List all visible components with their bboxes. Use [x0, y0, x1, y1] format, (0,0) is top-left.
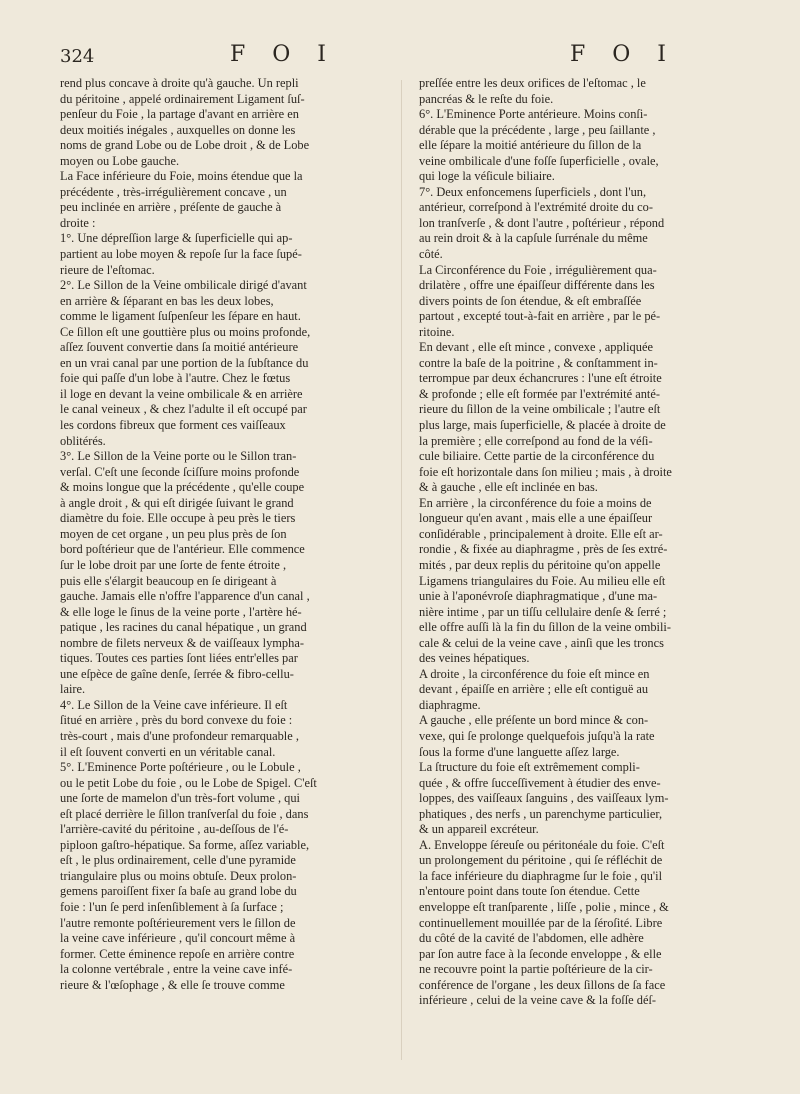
- text-line: patique , les racines du canal hépatique , un grand: [60, 620, 307, 635]
- text-line: du côté de la cavité de l'abdomen, elle adhère: [419, 931, 644, 946]
- text-line: unie à l'aponévroſe diaphragmatique , d'une ma-: [419, 589, 658, 604]
- left-column: [60, 76, 385, 993]
- text-line: cale & celui de la veine cave , ainſi que les troncs: [419, 635, 664, 650]
- text-line: le canal veineux , & chez l'adulte il eſt occupé par: [60, 402, 307, 417]
- text-line: inférieure , celui de la veine cave & la foſſe déſ-: [419, 993, 657, 1008]
- text-line: contre la baſe de la poitrine , & conſtamment in-: [419, 355, 658, 370]
- text-line: penſeur du Foie , la partage d'avant en arrière en: [60, 107, 299, 122]
- text-line: former. Cette éminence repoſe en arrière contre: [60, 946, 295, 961]
- text-line: ſous la forme d'une languette aſſez large.: [419, 744, 620, 759]
- text-line: rend plus concave à droite qu'à gauche. Un repli: [60, 76, 299, 90]
- right-column: [419, 76, 744, 1009]
- text-line: quée , & offre ſucceſſivement à étudier des enve-: [419, 775, 661, 790]
- text-line: diamètre du foie. Elle occupe à peu près le tiers: [60, 511, 296, 526]
- text-line: par ſon autre face à la ſeconde enveloppe , & elle: [419, 946, 662, 961]
- text-line: La Circonférence du Foie , irrégulièrement qua-: [419, 262, 657, 277]
- text-line: laire.: [60, 682, 86, 697]
- text-line: moyen ou Lobe gauche.: [60, 153, 180, 168]
- text-line: foie : l'un ſe perd inſenſiblement à ſa ſurface ;: [60, 899, 284, 914]
- text-line: diaphragme.: [419, 697, 481, 712]
- text-line: un prolongement du péritoine , qui ſe réfléchit de: [419, 853, 663, 868]
- text-line: la face inférieure du diaphragme ſur le foie , qu'il: [419, 868, 663, 883]
- text-line: l'arrière-cavité du péritoine , au-deſſous de l'é-: [60, 822, 289, 837]
- text-line: eſt , le plus ordinairement, celle d'une pyramide: [60, 853, 296, 868]
- text-line: n'entoure point dans toute ſon étendue. Cette: [419, 884, 640, 899]
- text-line: noms de grand Lobe ou de Lobe droit , & de Lobe: [60, 138, 310, 153]
- text-line: conſidérable , principalement à droite. Elle eſt ar-: [419, 526, 663, 541]
- text-line: moyen de cet organe , un peu plus près de ſon: [60, 526, 287, 541]
- text-line: plus large, mais ſuperficielle, & placée à droite de: [419, 418, 666, 433]
- text-line: partout , excepté tout-à-fait en arrière , par le pé-: [419, 309, 661, 324]
- text-line: Ligamens triangulaires du Foie. Au milieu elle eſt: [419, 573, 666, 588]
- text-line: 3°. Le Sillon de la Veine porte ou le Sillon tran-: [60, 449, 297, 464]
- text-line: oblitérés.: [60, 433, 106, 448]
- text-line: divers points de ſon étendue, & eſt embraſſée: [419, 293, 642, 308]
- text-line: eſt placé derrière le ſillon tranſverſal du foie , dans: [60, 806, 309, 821]
- text-line: A droite , la circonférence du foie eſt mince en: [419, 666, 650, 681]
- text-line: 5°. L'Eminence Porte poſtérieure , ou le Lobule ,: [60, 760, 301, 775]
- text-line: continuellement mouillée par de la ſéroſité. Libre: [419, 915, 663, 930]
- text-line: 7°. Deux enfoncemens ſuperficiels , dont l'un,: [419, 184, 647, 199]
- text-line: & moins longue que la précédente , qu'elle coupe: [60, 480, 305, 495]
- text-line: puis elle s'élargit beaucoup en ſe dirigeant à: [60, 573, 277, 588]
- text-line: du péritoine , appelé ordinairement Ligament ſuſ-: [60, 91, 305, 106]
- text-line: En devant , elle eſt mince , convexe , appliquée: [419, 340, 653, 355]
- text-line: ſur le lobe droit par une ſorte de fente étroite ,: [60, 557, 287, 572]
- text-line: ou le petit Lobe du foie , ou le Lobe de Spigel. C'eſt: [60, 775, 317, 790]
- text-line: l'autre remonte poſtérieurement vers le ſillon de: [60, 915, 296, 930]
- text-line: verſal. C'eſt une ſeconde ſciſſure moins profonde: [60, 464, 300, 479]
- text-line: conférence de l'organe , les deux ſillons de ſa face: [419, 977, 666, 992]
- text-line: 4°. Le Sillon de la Veine cave inférieure. Il eſt: [60, 697, 288, 712]
- text-line: des veines hépatiques.: [419, 651, 530, 666]
- text-line: à angle droit , & qui eſt dirigée ſuivant le grand: [60, 495, 294, 510]
- text-line: rieure & l'œſophage , & elle ſe trouve comme: [60, 977, 285, 992]
- text-line: très-court , mais d'une profondeur remarquable ,: [60, 728, 299, 743]
- text-line: ne recouvre point la partie poſtérieure de la cir-: [419, 962, 653, 977]
- text-line: foie qui paſſe d'un lobe à l'autre. Chez le fœtus: [60, 371, 291, 386]
- text-line: & profonde ; elle eſt formée par l'extrémité anté-: [419, 386, 660, 401]
- text-line: deux moitiés inégales , auxquelles on donne les: [60, 122, 296, 137]
- text-line: & un appareil excréteur.: [419, 822, 539, 837]
- text-line: il loge en devant la veine ombilicale & en arrière: [60, 386, 303, 401]
- text-line: A gauche , elle préſente un bord mince & con-: [419, 713, 649, 728]
- text-line: tiques. Toutes ces parties ſont liées entr'elles par: [60, 651, 298, 666]
- text-line: une ſorte de mamelon d'un très-fort volume , qui: [60, 791, 301, 806]
- column-divider: [401, 80, 402, 1060]
- text-line: veine ombilicale d'une foſſe ſuperficielle , ovale,: [419, 153, 659, 168]
- page-number: 324: [60, 46, 95, 67]
- text-line: rieure du ſillon de la veine ombilicale ; l'autre eſt: [419, 402, 661, 417]
- text-line: elle offre auſſi là la fin du ſillon de la veine ombili-: [419, 620, 671, 635]
- text-line: Ce ſillon eſt une gouttière plus ou moins profonde,: [60, 324, 311, 339]
- text-line: pancréas & le reſte du foie.: [419, 91, 554, 106]
- text-line: La ſtructure du foie eſt extrêmement compli-: [419, 760, 640, 775]
- text-line: côté.: [419, 247, 443, 262]
- text-line: & elle loge le ſinus de la veine porte , l'artère hé-: [60, 604, 302, 619]
- text-line: loppes, des vaiſſeaux ſanguins , des vaiſſeaux lym-: [419, 791, 669, 806]
- text-line: partient au lobe moyen & repoſe ſur la face ſupé-: [60, 247, 302, 262]
- text-line: & à gauche , elle eſt inclinée en bas.: [419, 480, 598, 495]
- text-line: mités , par deux replis du péritoine qu'on appelle: [419, 557, 661, 572]
- text-line: gemens paroiſſent fixer ſa baſe au grand lobe du: [60, 884, 297, 899]
- text-line: les cordons fibreux que forment ces vaiſſeaux: [60, 418, 286, 433]
- text-line: bord poſtérieur que de l'antérieur. Elle commence: [60, 542, 305, 557]
- text-line: drilatère , offre une épaiſſeur différente dans les: [419, 278, 655, 293]
- text-line: 6°. L'Eminence Porte antérieure. Moins conſi-: [419, 107, 648, 122]
- text-line: il eſt ſouvent converti en un véritable canal.: [60, 744, 276, 759]
- running-head-right: F O I: [570, 42, 676, 67]
- text-line: En arrière , la circonférence du foie a moins de: [419, 495, 652, 510]
- text-line: foie eſt horizontale dans ſon milieu ; mais , à droite: [419, 464, 672, 479]
- text-line: enveloppe eſt tranſparente , liſſe , polie , mince , &: [419, 899, 669, 914]
- text-line: lon tranſverſe , & dont l'autre , poſtérieur , répond: [419, 215, 665, 230]
- text-line: piploon gaſtro-hépatique. Sa forme, aſſez variable,: [60, 837, 310, 852]
- text-line: peu inclinée en arrière , préſente de gauche à: [60, 200, 282, 215]
- text-line: La Face inférieure du Foie, moins étendue que la: [60, 169, 303, 184]
- text-line: au rein droit & à la capſule ſurrénale du même: [419, 231, 648, 246]
- page-header: [60, 42, 760, 72]
- text-line: la veine cave inférieure , qu'il concourt même à: [60, 931, 296, 946]
- text-line: terrompue par deux échancrures : l'une eſt étroite: [419, 371, 662, 386]
- text-line: droite :: [60, 215, 96, 230]
- text-line: ritoine.: [419, 324, 455, 339]
- text-line: triangulaire plus ou moins obtuſe. Deux prolon-: [60, 868, 297, 883]
- text-line: devant , épaiſſe en arrière ; elle eſt contiguë au: [419, 682, 649, 697]
- text-line: une eſpèce de gaîne denſe, ſerrée & fibro-cellu-: [60, 666, 294, 681]
- text-line: vexe, qui ſe prolonge quelquefois juſqu'à la rate: [419, 728, 655, 743]
- text-line: preſſée entre les deux orifices de l'eſtomac , le: [419, 76, 646, 90]
- text-line: aſſez ſouvent convertie dans ſa moitié antérieure: [60, 340, 299, 355]
- text-line: longueur qu'en avant , mais elle a une épaiſſeur: [419, 511, 653, 526]
- text-line: antérieur, correſpond à l'extrémité droite du co-: [419, 200, 653, 215]
- text-line: 1°. Une dépreſſion large & ſuperficielle qui ap-: [60, 231, 293, 246]
- text-line: gauche. Jamais elle n'offre l'apparence d'un canal ,: [60, 589, 310, 604]
- text-line: nombre de filets nerveux & de vaiſſeaux lympha-: [60, 635, 304, 650]
- text-line: phatiques , des nerfs , un parenchyme particulier,: [419, 806, 663, 821]
- text-line: 2°. Le Sillon de la Veine ombilicale dirigé d'avant: [60, 278, 307, 293]
- text-line: comme le ligament ſuſpenſeur les ſépare en haut.: [60, 309, 301, 324]
- text-line: qui loge la véſicule biliaire.: [419, 169, 555, 184]
- text-line: dérable que la précédente , large , peu ſaillante ,: [419, 122, 656, 137]
- text-line: la colonne vertébrale , entre la veine cave infé-: [60, 962, 293, 977]
- text-line: rieure de l'eſtomac.: [60, 262, 155, 277]
- text-line: la première ; elle correſpond au fond de la véſi-: [419, 433, 653, 448]
- text-line: cule biliaire. Cette partie de la circonférence du: [419, 449, 655, 464]
- text-line: précédente , très-irrégulièrement concave , un: [60, 184, 287, 199]
- text-line: ſitué en arrière , près du bord convexe du foie :: [60, 713, 293, 728]
- text-line: elle ſépare la moitié antérieure du ſillon de la: [419, 138, 642, 153]
- text-line: rondie , & fixée au diaphragme , près de ſes extré-: [419, 542, 668, 557]
- text-line: A. Enveloppe ſéreuſe ou péritonéale du foie. C'eſt: [419, 837, 665, 852]
- running-head-left: F O I: [230, 42, 336, 67]
- text-line: nière intime , par un tiſſu cellulaire denſe & ſerré ;: [419, 604, 667, 619]
- text-line: en un vrai canal par une portion de la ſubſtance du: [60, 355, 309, 370]
- text-line: en arrière & ſéparant en bas les deux lobes,: [60, 293, 274, 308]
